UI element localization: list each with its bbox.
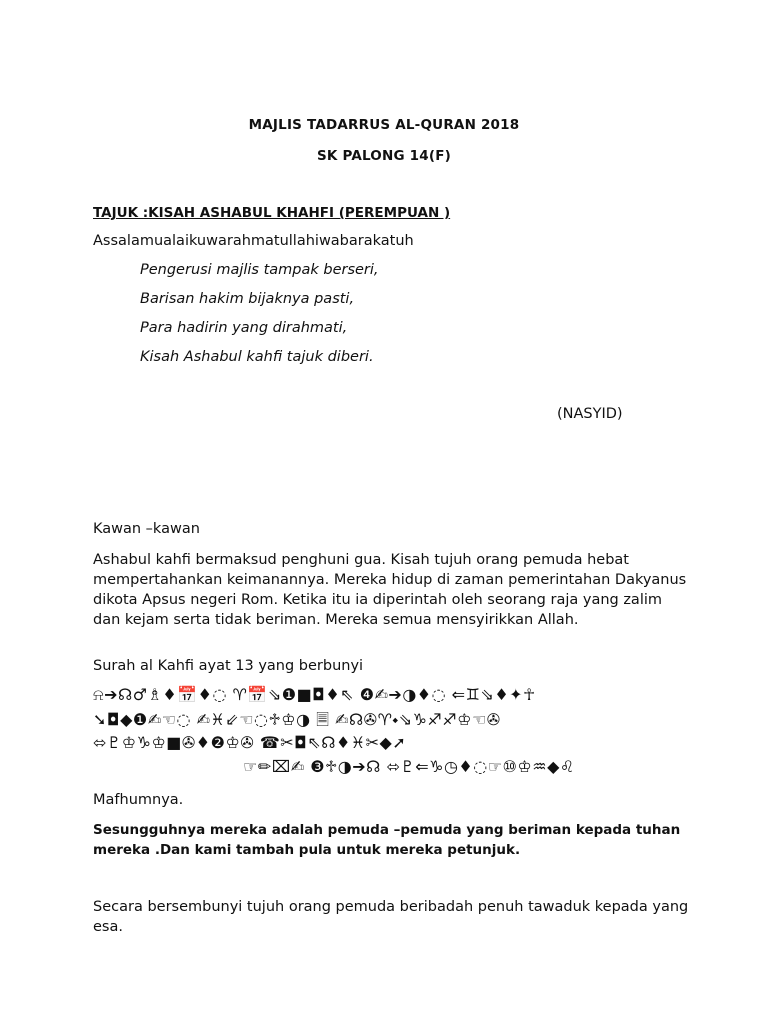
surah-intro: Surah al Kahfi ayat 13 yang berbunyi xyxy=(93,658,364,674)
poem-line: Pengerusi majlis tampak berseri, xyxy=(140,262,379,278)
mafhum-label: Mafhumnya. xyxy=(93,792,184,808)
kawan-text: Kawan –kawan xyxy=(93,521,200,537)
verse-line: ☞✏⌧✍ ❸♱◑➔☊ ⬄♇⇐♑◷♦◌☞⑩♔♒◆♌ xyxy=(243,757,575,776)
document-title: MAJLIS TADARRUS AL-QURAN 2018 xyxy=(248,117,520,133)
school-name: SK PALONG 14(F) xyxy=(316,148,451,164)
verse-line: ⍾➔☊♂♗♦📅♦◌ ♈📅⇘❶■◘♦⇖ ❹✍➔◑♦◌ ⇐♊⇘♦✦☥ xyxy=(93,685,536,704)
closing-paragraph: Secara bersembunyi tujuh orang pemuda beribadah penuh tawaduk kepada yang esa. xyxy=(93,899,689,935)
verse-meaning: Sesungguhnya mereka adalah pemuda –pemuda yang beriman kepada tuhan mereka .Dan kami tambah pula untuk mereka petunjuk. xyxy=(93,822,681,858)
verse-line: ⬄♇♔♑♔■✇♦❷♔✇ ☎✂◘⇖☊♦♓✂◆➚ xyxy=(93,733,407,752)
greeting-text: Assalamualaikuwarahmatullahiwabarakatuh xyxy=(93,233,414,249)
verse-line: ➘◘◆❶✍☜◌ ✍♓⇙☜◌♱♔◑ 🗏 ✍☊✇♈⬩⇘♑♐♐♔☜✇ xyxy=(93,710,501,729)
topic-heading: TAJUK :KISAH ASHABUL KHAHFI (PEREMPUAN ) xyxy=(93,205,451,221)
poem-line: Para hadirin yang dirahmati, xyxy=(140,320,348,336)
nasyid-note: (NASYID) xyxy=(557,406,623,422)
story-paragraph: Ashabul kahfi bermaksud penghuni gua. Kisah tujuh orang pemuda hebat mempertahankan keimanannya. Mereka hidup di zaman pemerintahan Dakyanus dikota Apsus negeri Rom. Ketika itu ia diperintah oleh seorang raja yang zalim dan kejam serta tidak beriman. Mereka semua mensyirikkan Allah. xyxy=(93,552,687,628)
poem-line: Kisah Ashabul kahfi tajuk diberi. xyxy=(140,349,374,365)
poem-line: Barisan hakim bijaknya pasti, xyxy=(140,291,355,307)
